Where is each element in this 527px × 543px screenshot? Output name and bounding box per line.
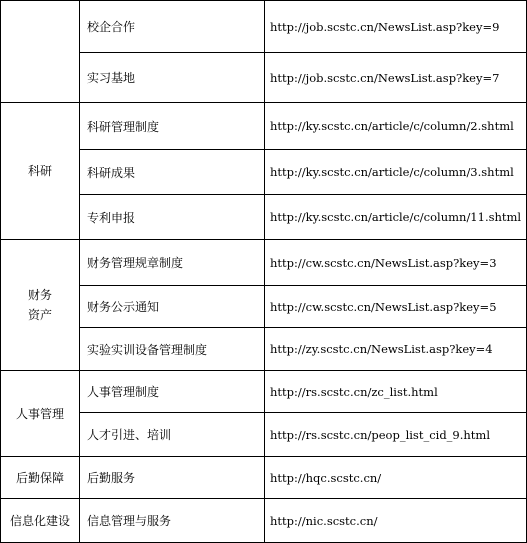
item-cell: 人才引进、培训	[80, 413, 265, 457]
table-row	[1, 413, 527, 457]
url-cell: http://job.scstc.cn/NewsList.asp?key=7	[265, 53, 527, 103]
item-cell: 实习基地	[80, 53, 265, 103]
url-cell: http://zy.scstc.cn/NewsList.asp?key=4	[265, 328, 527, 371]
url-cell: http://job.scstc.cn/NewsList.asp?key=9	[265, 1, 527, 53]
url-cell: http://nic.scstc.cn/	[265, 499, 527, 543]
item-cell: 财务公示通知	[80, 286, 265, 328]
table-row	[1, 371, 527, 413]
item-cell: 专利申报	[80, 195, 265, 240]
table-row	[1, 328, 527, 371]
item-cell: 实验实训设备管理制度	[80, 328, 265, 371]
table-row	[1, 240, 527, 286]
url-cell: http://cw.scstc.cn/NewsList.asp?key=5	[265, 286, 527, 328]
url-cell: http://rs.scstc.cn/peop_list_cid_9.html	[265, 413, 527, 457]
category-cell-it: 信息化建设	[1, 499, 80, 543]
item-cell: 信息管理与服务	[80, 499, 265, 543]
item-cell: 科研成果	[80, 150, 265, 195]
url-cell: http://ky.scstc.cn/article/c/column/11.shtml	[265, 195, 527, 240]
category-line: 财务	[27, 288, 52, 302]
table-row	[1, 53, 527, 103]
url-cell: http://ky.scstc.cn/article/c/column/3.shtml	[265, 150, 527, 195]
url-cell: http://rs.scstc.cn/zc_list.html	[265, 371, 527, 413]
category-cell-hr: 人事管理	[1, 371, 80, 457]
table-row	[1, 195, 527, 240]
item-cell: 科研管理制度	[80, 103, 265, 150]
table-row	[1, 150, 527, 195]
category-cell-empty	[1, 1, 80, 103]
item-cell: 后勤服务	[80, 457, 265, 499]
url-cell: http://cw.scstc.cn/NewsList.asp?key=3	[265, 240, 527, 286]
item-cell: 校企合作	[80, 1, 265, 53]
category-cell-research: 科研	[1, 103, 80, 240]
table-row	[1, 103, 527, 150]
table-row	[1, 1, 527, 53]
table-row	[1, 286, 527, 328]
url-cell: http://ky.scstc.cn/article/c/column/2.shtml	[265, 103, 527, 150]
table-row	[1, 499, 527, 543]
item-cell: 人事管理制度	[80, 371, 265, 413]
category-line: 资产	[27, 308, 52, 322]
url-cell: http://hqc.scstc.cn/	[265, 457, 527, 499]
table-row	[1, 457, 527, 499]
category-cell-finance	[1, 240, 80, 371]
item-cell: 财务管理规章制度	[80, 240, 265, 286]
category-cell-logistics: 后勤保障	[1, 457, 80, 499]
